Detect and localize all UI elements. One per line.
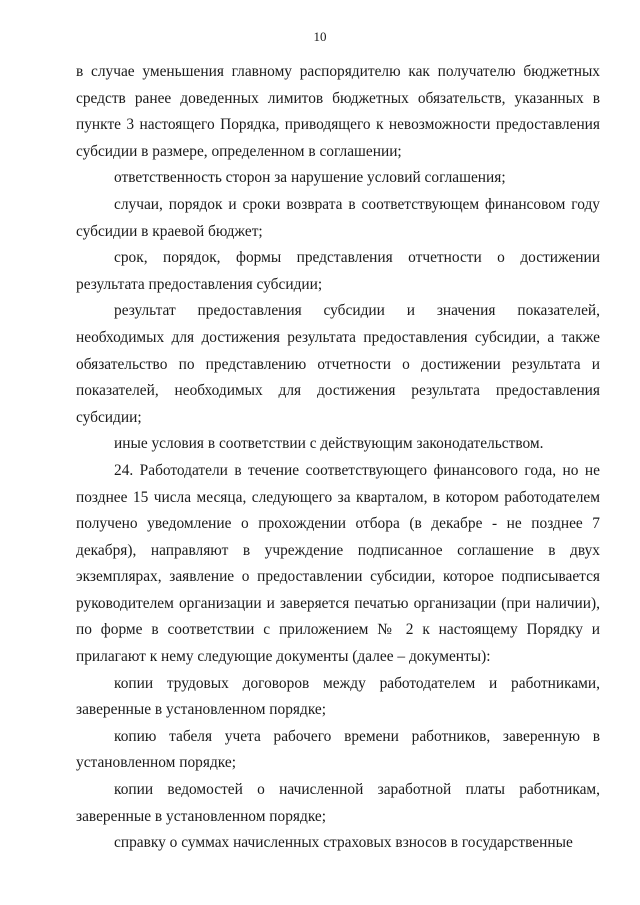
- paragraph-result-indicators: результат предоставления субсидии и значения показателей, необходимых для достижения результата предоставления субсидии, а также обязательство по представлению отчетности о достижении результата и показателей, необходимых для достижения результата предоставления субсидии;: [76, 302, 600, 426]
- paragraph-clause-24: 24. Работодатели в течение соответствующего финансового года, но не позднее 15 числа месяца, следующего за кварталом, в котором работодателем получено уведомление о прохождении отбора (в декабре - не позднее 7 декабря), направляют в учреждение подписанное соглашение в двух экземплярах, заявление о предоставлении субсидии, которое подписывается руководителем организации и заверяется печатью организации (при наличии), по форме в соответствии с приложением № 2 к настоящему Порядку и прилагают к нему следующие документы (далее – документы):: [76, 461, 600, 666]
- paragraph-refund-cases: случаи, порядок и сроки возврата в соответствующем финансовом году субсидии в краевой бюджет;: [76, 195, 600, 240]
- paragraph-other-conditions: иные условия в соответствии с действующим законодательством.: [114, 435, 544, 453]
- page-number: 10: [313, 29, 327, 44]
- paragraph-employment-contracts: копии трудовых договоров между работодателем и работниками, заверенные в установленном порядке;: [76, 674, 600, 719]
- paragraph-payroll-statements: копии ведомостей о начисленной заработной платы работникам, заверенные в установленном порядке;: [76, 781, 600, 825]
- paragraph-timesheet: копию табеля учета рабочего времени работников, заверенную в установленном порядке;: [76, 727, 600, 772]
- paragraph-insurance-certificate: справку о суммах начисленных страховых взносов в государственные: [114, 834, 573, 852]
- paragraph-reporting-forms: срок, порядок, формы представления отчетности о достижении результата предоставления субсидии;: [76, 249, 600, 293]
- paragraph-liability: ответственность сторон за нарушение условий соглашения;: [114, 169, 506, 187]
- paragraph-budget-reduction: в случае уменьшения главному распорядителю как получателю бюджетных средств ранее доведенных лимитов бюджетных обязательств, указанных в пункте 3 настоящего Порядка, приводящего к невозможности предоставления субсидии в размере, определенном в соглашении;: [76, 63, 600, 160]
- document-body: [76, 59, 600, 857]
